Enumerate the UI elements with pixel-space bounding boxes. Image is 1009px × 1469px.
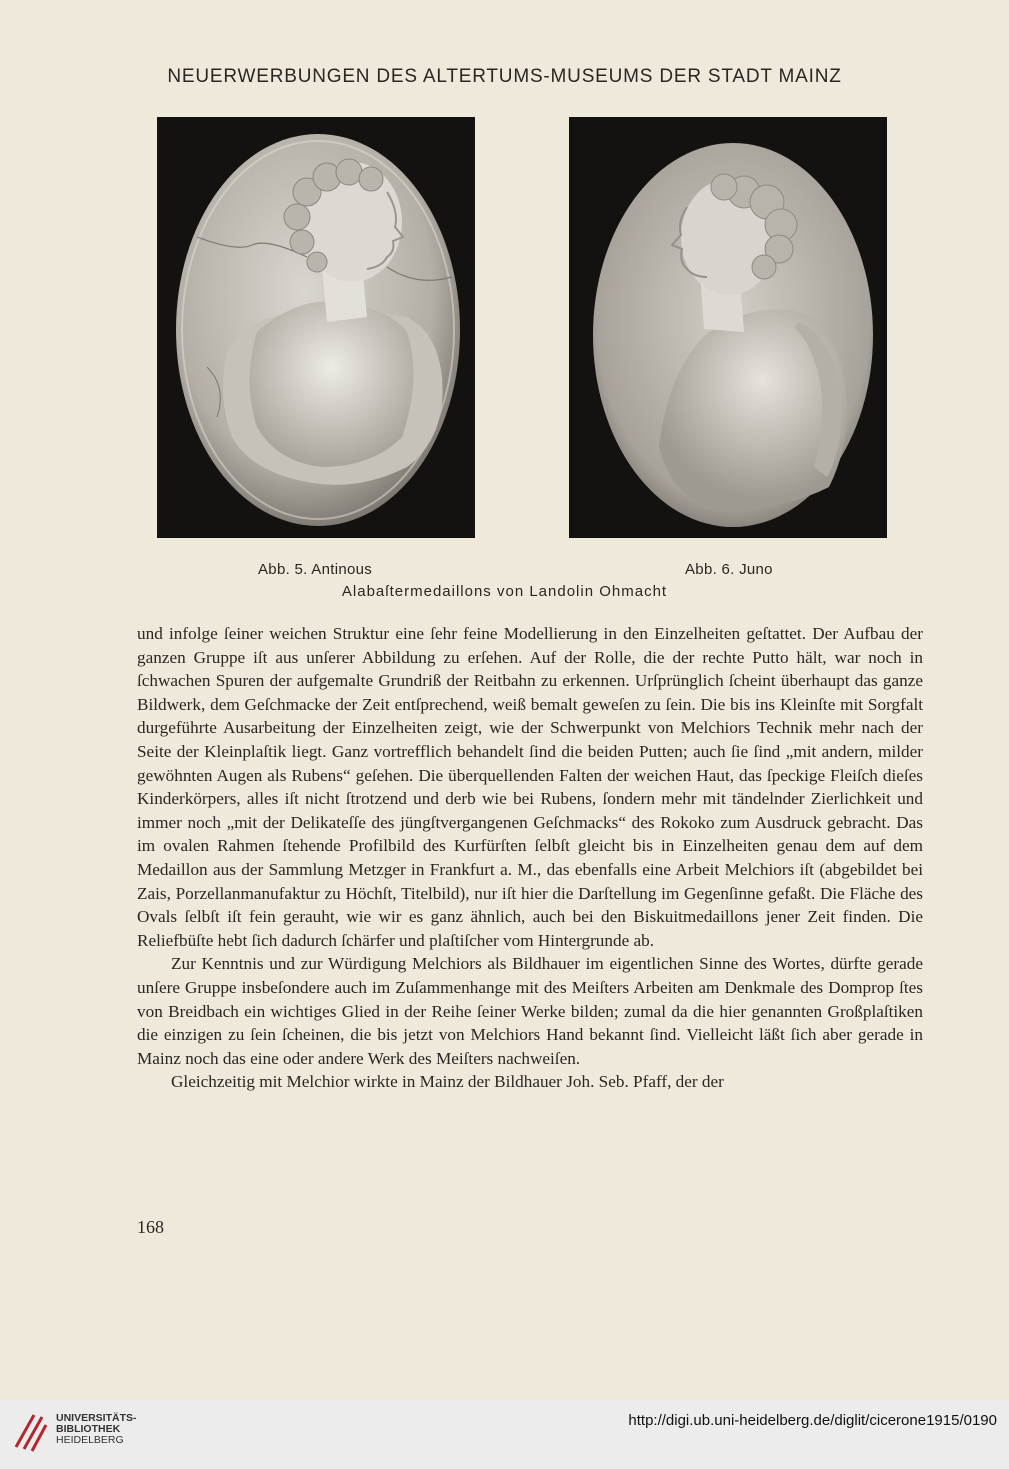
- figure-antinous-medallion: [157, 117, 475, 538]
- library-name-line1: UNIVERSITÄTS-: [56, 1412, 137, 1424]
- page-number: 168: [137, 1217, 164, 1237]
- antinous-relief-image: [157, 117, 475, 538]
- paragraph: Zur Kenntnis und zur Würdigung Melchiors als Bildhauer im eigentlichen Sinne des Wortes, dürfte gerade unſere Gruppe insbeſondere auch im Zuſammenhange mit des Meiſters Arbeiten am Denkmale des Domprop ſtes von Breidbach ein wichtiges Glied in der Reihe ſeiner Werke bilden; zumal da die hier genannten Großplaſtiken die einzigen zu ſein ſcheinen, die bis jetzt von Melchiors Hand bekannt ſind. Vielleicht läßt ſich aber gerade in Mainz noch das eine oder andere Werk des Meiſters nachweiſen.: [137, 954, 923, 1068]
- figures-shared-caption: Alabaſtermedaillons von Landolin Ohmacht: [341, 583, 668, 600]
- library-name-line3: HEIDELBERG: [56, 1434, 124, 1446]
- juno-relief-image: [569, 117, 887, 538]
- library-name-line2: BIBLIOTHEK: [56, 1423, 121, 1435]
- library-name: [56, 1413, 137, 1446]
- paragraph: und infolge ſeiner weichen Struktur eine ſehr feine Modellierung in den Einzelheiten geſtattet. Der Aufbau der ganzen Gruppe iſt aus unſerer Abbildung zu erſehen. Auf der Rolle, die der rechte Putto hält, war noch in ſchwachen Spuren der aufgemalte Grundriß der Reitbahn zu erkennen. Urſprünglich ſcheint überhaupt das ganze Bildwerk, dem Geſchmacke der Zeit entſprechend, weiß bemalt geweſen zu ſein. Die bis ins Kleinſte mit Sorgfalt durgeführte Ausarbeitung der Einzelheiten zeigt, wie der Schwerpunkt von Melchiors Technik mehr nach der Seite der Kleinplaſtik liegt. Ganz vortrefflich behandelt ſind die beiden Putten; auch ſie ſind „mit andern, milder gewöhnten Augen als Rubens“ geſehen. Die überquellenden Falten der weichen Haut, das ſpeckige Fleiſch dieſes Kinderkörpers, alles iſt nicht ſtrotzend und derb wie bei Rubens, ſondern mehr mit tändelnder Zierlichkeit und immer noch „mit der Delikateſſe des jüngſtvergangenen Geſchmacks“ des Rokoko zum Ausdruck gebracht. Das im ovalen Rahmen ſtehende Profilbild des Kurfürſten ſelbſt gleicht bis in Einzelheiten genau dem auf dem Medaillon aus der Sammlung Metzger in Frankfurt a. M., das ebenfalls eine Arbeit Melchiors iſt (abgebildet bei Zais, Porzellanmanufaktur zu Höchſt, Titelbild), nur iſt hier die Darſtellung im Gegenſinne gefaßt. Die Fläche des Ovals ſelbſt iſt fein gerauht, wie wir es ganz ähnlich, auch bei den Biskuitmedaillons jener Zeit finden. Die Reliefbüſte hebt ſich dadurch ſchärfer und plaſtiſcher vom Hintergrunde ab.: [137, 624, 923, 950]
- figure-6-caption: Abb. 6. Juno: [685, 561, 773, 578]
- figure-5-caption: Abb. 5. Antinous: [258, 561, 373, 578]
- paragraph: Gleichzeitig mit Melchior wirkte in Mainz der Bildhauer Joh. Seb. Pfaff, der der: [171, 1072, 724, 1092]
- running-head: NEUERWERBUNGEN DES ALTERTUMS-MUSEUMS DER STADT MAINZ: [167, 66, 842, 87]
- article-body: [137, 622, 923, 1094]
- source-url-link[interactable]: http://digi.ub.uni-heidelberg.de/diglit/cicerone1915/0190: [628, 1412, 997, 1429]
- figure-juno-medallion: [569, 117, 887, 538]
- university-library-logo-icon: [10, 1407, 50, 1455]
- digitization-footer: [0, 1400, 1009, 1469]
